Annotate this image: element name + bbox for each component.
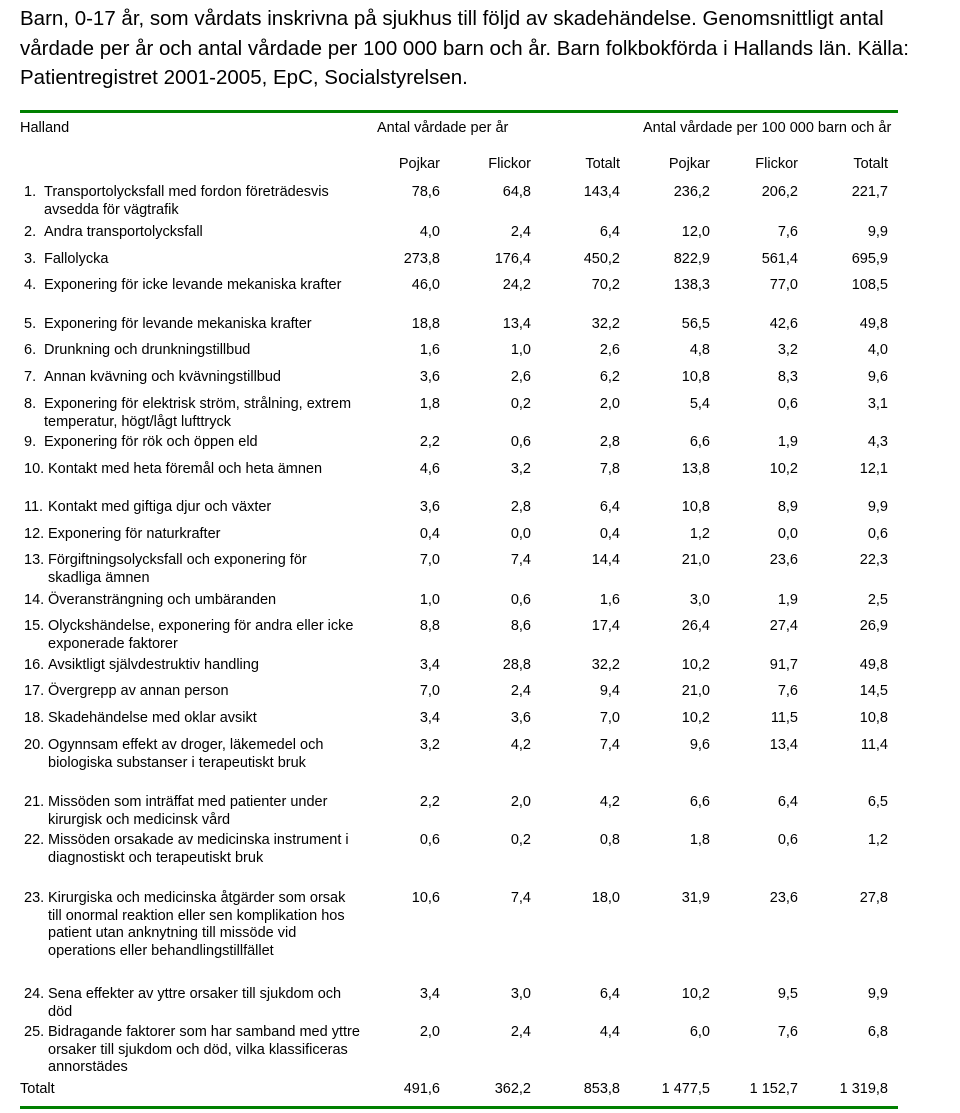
table-cell: 0,6 — [510, 434, 531, 450]
table-cell: 1,0 — [510, 342, 531, 358]
row-number: 9. — [24, 434, 37, 450]
row-label — [24, 552, 362, 587]
table-cell: 17,4 — [591, 618, 620, 634]
table-cell: 70,2 — [591, 277, 620, 293]
row-label — [24, 224, 362, 242]
table-cell: 2,0 — [419, 1024, 440, 1040]
row-label — [24, 396, 362, 431]
table-cell: 236,2 — [673, 184, 710, 200]
table-cell: 9,9 — [867, 499, 888, 515]
table-cell: 3,4 — [419, 986, 440, 1002]
table-cell: 3,1 — [867, 396, 888, 412]
row-label-text: Drunkning och drunkningstillbud — [44, 342, 251, 358]
table-cell: 108,5 — [851, 277, 888, 293]
row-number: 21. — [24, 794, 45, 810]
row-number: 3. — [24, 251, 37, 267]
table-cell: 32,2 — [591, 657, 620, 673]
table-cell: 4,8 — [689, 342, 710, 358]
table-cell: 13,4 — [769, 737, 798, 753]
table-cell: 0,6 — [419, 832, 440, 848]
table-cell: 77,0 — [769, 277, 798, 293]
table-cell: 64,8 — [502, 184, 531, 200]
table-cell: 91,7 — [769, 657, 798, 673]
table-cell: 8,3 — [777, 369, 798, 385]
table-cell: 4,3 — [867, 434, 888, 450]
table-cell: 21,0 — [681, 683, 710, 699]
table-cell: 9,9 — [867, 224, 888, 240]
table-cell: 1,8 — [419, 396, 440, 412]
row-label — [24, 737, 362, 772]
table-cell: 12,0 — [681, 224, 710, 240]
table-cell: 24,2 — [502, 277, 531, 293]
row-label — [24, 986, 362, 1021]
table-cell: 7,0 — [419, 683, 440, 699]
row-label — [24, 683, 362, 701]
table-cell: 7,6 — [777, 683, 798, 699]
row-label-text: Kontakt med heta föremål och heta ämnen — [48, 461, 323, 477]
row-number: 8. — [24, 396, 37, 412]
row-label — [24, 316, 362, 334]
table-cell: 7,0 — [599, 710, 620, 726]
row-number: 15. — [24, 618, 45, 634]
total-cell: 1 477,5 — [661, 1081, 710, 1097]
table-cell: 1,2 — [867, 832, 888, 848]
row-label — [24, 342, 362, 360]
table-cell: 1,6 — [419, 342, 440, 358]
row-label-text: Annan kvävning och kvävningstillbud — [44, 369, 281, 385]
row-label-text: Missöden som inträffat med patienter under kirurgisk och medicinsk vård — [48, 794, 328, 828]
row-number: 24. — [24, 986, 45, 1002]
row-number: 6. — [24, 342, 37, 358]
table-cell: 3,2 — [419, 737, 440, 753]
table-cell: 46,0 — [411, 277, 440, 293]
row-label-text: Övergrepp av annan person — [48, 683, 229, 699]
row-number: 25. — [24, 1024, 45, 1040]
row-label — [24, 461, 362, 479]
row-number: 1. — [24, 184, 37, 200]
row-label — [24, 1024, 362, 1077]
table-cell: 9,9 — [867, 986, 888, 1002]
table-cell: 4,2 — [599, 794, 620, 810]
row-label — [24, 832, 362, 867]
row-label-text: Fallolycka — [44, 251, 109, 267]
table-cell: 23,6 — [769, 890, 798, 906]
row-label-text: Överansträngning och umbäranden — [48, 592, 277, 608]
table-cell: 9,4 — [599, 683, 620, 699]
row-number: 18. — [24, 710, 45, 726]
header-region: Halland — [20, 120, 70, 136]
table-cell: 6,4 — [599, 224, 620, 240]
row-number: 2. — [24, 224, 37, 240]
row-number: 13. — [24, 552, 45, 568]
table-cell: 3,2 — [510, 461, 531, 477]
table-cell: 31,9 — [681, 890, 710, 906]
top-rule — [20, 110, 898, 113]
row-label — [24, 592, 362, 610]
total-cell: 362,2 — [494, 1081, 531, 1097]
table-cell: 3,6 — [510, 710, 531, 726]
table-cell: 28,8 — [502, 657, 531, 673]
table-cell: 0,4 — [599, 526, 620, 542]
table-cell: 10,8 — [859, 710, 888, 726]
table-cell: 27,4 — [769, 618, 798, 634]
document-title: Barn, 0-17 år, som vårdats inskrivna på sjukhus till följd av skadehändelse. Genomsnittligt antal vårdade per år och antal vårdade per 100 000 barn och år. Barn folkbokförda i Hallands län. Källa: Patientregistret 2001-2005, EpC, Socialstyrelsen. — [20, 7, 909, 89]
table-cell: 7,6 — [777, 1024, 798, 1040]
table-cell: 0,0 — [777, 526, 798, 542]
row-number: 5. — [24, 316, 37, 332]
table-cell: 49,8 — [859, 316, 888, 332]
table-cell: 2,0 — [510, 794, 531, 810]
table-cell: 21,0 — [681, 552, 710, 568]
row-number: 20. — [24, 737, 45, 753]
table-cell: 9,6 — [867, 369, 888, 385]
table-cell: 0,2 — [510, 832, 531, 848]
table-cell: 5,4 — [689, 396, 710, 412]
row-label — [24, 657, 362, 675]
row-label-text: Bidragande faktorer som har samband med yttre orsaker till sjukdom och död, vilka klassificeras annorstädes — [48, 1024, 360, 1075]
table-cell: 561,4 — [761, 251, 798, 267]
table-cell: 7,4 — [510, 552, 531, 568]
table-cell: 2,4 — [510, 683, 531, 699]
table-cell: 6,0 — [689, 1024, 710, 1040]
table-cell: 0,0 — [510, 526, 531, 542]
table-cell: 10,2 — [681, 710, 710, 726]
table-cell: 695,9 — [851, 251, 888, 267]
table-cell: 7,4 — [510, 890, 531, 906]
row-number: 16. — [24, 657, 45, 673]
table-cell: 10,8 — [681, 369, 710, 385]
table-cell: 7,0 — [419, 552, 440, 568]
row-label-text: Exponering för naturkrafter — [48, 526, 221, 542]
table-cell: 4,4 — [599, 1024, 620, 1040]
table-cell: 10,2 — [681, 657, 710, 673]
table-cell: 11,4 — [860, 737, 888, 753]
table-cell: 2,0 — [599, 396, 620, 412]
total-cell: 1 152,7 — [749, 1081, 798, 1097]
table-cell: 8,6 — [510, 618, 531, 634]
row-label — [24, 434, 362, 452]
row-number: 11. — [24, 499, 44, 515]
row-number: 12. — [24, 526, 45, 542]
table-cell: 6,5 — [867, 794, 888, 810]
table-cell: 11,5 — [770, 710, 798, 726]
table-cell: 6,6 — [689, 434, 710, 450]
table-cell: 13,4 — [502, 316, 531, 332]
table-cell: 3,6 — [419, 499, 440, 515]
table-cell: 7,8 — [599, 461, 620, 477]
row-number: 22. — [24, 832, 45, 848]
table-cell: 138,3 — [673, 277, 710, 293]
table-cell: 7,6 — [777, 224, 798, 240]
table-cell: 7,4 — [599, 737, 620, 753]
table-cell: 450,2 — [583, 251, 620, 267]
row-label-text: Andra transportolycksfall — [44, 224, 203, 240]
row-label — [24, 251, 362, 269]
row-label — [24, 526, 362, 544]
table-cell: 4,6 — [419, 461, 440, 477]
table-cell: 10,2 — [681, 986, 710, 1002]
table-cell: 18,8 — [411, 316, 440, 332]
header-group-per-100000: Antal vårdade per 100 000 barn och år — [643, 120, 892, 136]
table-cell: 42,6 — [769, 316, 798, 332]
table-cell: 56,5 — [681, 316, 710, 332]
table-cell: 22,3 — [859, 552, 888, 568]
total-cell: 853,8 — [583, 1081, 620, 1097]
row-label-text: Missöden orsakade av medicinska instrument i diagnostiskt och terapeutiskt bruk — [48, 832, 349, 866]
table-cell: 10,6 — [411, 890, 440, 906]
row-label — [24, 499, 362, 517]
table-cell: 273,8 — [403, 251, 440, 267]
table-cell: 26,9 — [859, 618, 888, 634]
table-cell: 6,4 — [599, 499, 620, 515]
col-header-pojkar-per-100000: Pojkar — [668, 156, 710, 172]
header-group-per-year: Antal vårdade per år — [377, 120, 509, 136]
row-label-text: Kirurgiska och medicinska åtgärder som orsak till onormal reaktion eller sen komplikation hos patient utan anknytning till missöde vid operations eller behandlingstillfället — [48, 890, 346, 959]
table-cell: 6,2 — [599, 369, 620, 385]
table-cell: 1,8 — [689, 832, 710, 848]
table-cell: 0,8 — [599, 832, 620, 848]
table-cell: 26,4 — [681, 618, 710, 634]
row-label-text: Exponering för rök och öppen eld — [44, 434, 258, 450]
table-cell: 1,2 — [689, 526, 710, 542]
table-cell: 4,0 — [419, 224, 440, 240]
table-cell: 2,6 — [510, 369, 531, 385]
row-label-text: Olyckshändelse, exponering för andra eller icke exponerade faktorer — [48, 618, 354, 652]
table-cell: 8,9 — [777, 499, 798, 515]
row-label — [24, 369, 362, 387]
col-header-flickor: Flickor — [488, 156, 531, 172]
table-cell: 3,0 — [510, 986, 531, 1002]
table-cell: 10,2 — [769, 461, 798, 477]
table-cell: 6,8 — [867, 1024, 888, 1040]
row-label — [24, 618, 362, 653]
table-cell: 14,5 — [859, 683, 888, 699]
table-cell: 9,5 — [777, 986, 798, 1002]
table-cell: 78,6 — [411, 184, 440, 200]
row-label — [24, 710, 362, 728]
row-label-text: Exponering för icke levande mekaniska krafter — [44, 277, 342, 293]
row-label-text: Exponering för elektrisk ström, strålning, extrem temperatur, högt/lågt lufttryck — [44, 396, 352, 430]
table-cell: 10,8 — [681, 499, 710, 515]
table-cell: 822,9 — [673, 251, 710, 267]
table-cell: 4,2 — [510, 737, 531, 753]
table-cell: 3,4 — [419, 710, 440, 726]
table-cell: 2,2 — [419, 794, 440, 810]
total-cell: 1 319,8 — [839, 1081, 888, 1097]
table-cell: 0,2 — [510, 396, 531, 412]
table-cell: 14,4 — [591, 552, 620, 568]
table-cell: 2,5 — [867, 592, 888, 608]
row-label-text: Sena effekter av yttre orsaker till sjukdom och död — [48, 986, 342, 1020]
table-cell: 2,4 — [510, 224, 531, 240]
table-cell: 1,9 — [777, 592, 798, 608]
row-number: 23. — [24, 890, 45, 906]
table-cell: 0,6 — [777, 396, 798, 412]
row-number: 17. — [24, 683, 45, 699]
table-cell: 2,6 — [599, 342, 620, 358]
table-cell: 0,4 — [419, 526, 440, 542]
table-cell: 0,6 — [777, 832, 798, 848]
table-cell: 12,1 — [859, 461, 888, 477]
table-cell: 23,6 — [769, 552, 798, 568]
table-cell: 6,6 — [689, 794, 710, 810]
table-cell: 1,6 — [599, 592, 620, 608]
table-cell: 206,2 — [761, 184, 798, 200]
row-number: 10. — [24, 461, 45, 477]
row-label-text: Skadehändelse med oklar avsikt — [48, 710, 257, 726]
row-label — [24, 184, 362, 219]
table-cell: 3,2 — [777, 342, 798, 358]
table-cell: 2,4 — [510, 1024, 531, 1040]
total-cell: 491,6 — [403, 1081, 440, 1097]
total-label: Totalt — [20, 1081, 55, 1097]
table-cell: 6,4 — [777, 794, 798, 810]
table-cell: 2,2 — [419, 434, 440, 450]
table-cell: 3,0 — [689, 592, 710, 608]
table-cell: 2,8 — [510, 499, 531, 515]
table-cell: 1,9 — [777, 434, 798, 450]
row-number: 7. — [24, 369, 37, 385]
row-number: 4. — [24, 277, 37, 293]
col-header-totalt-per-100000: Totalt — [853, 156, 888, 172]
row-label — [24, 277, 362, 295]
table-cell: 176,4 — [494, 251, 531, 267]
row-label — [24, 890, 362, 960]
col-header-totalt: Totalt — [585, 156, 620, 172]
table-cell: 143,4 — [583, 184, 620, 200]
table-cell: 32,2 — [591, 316, 620, 332]
row-label-text: Ogynnsam effekt av droger, läkemedel och biologiska substanser i terapeutiskt bruk — [48, 737, 324, 771]
table-cell: 27,8 — [859, 890, 888, 906]
table-cell: 49,8 — [859, 657, 888, 673]
table-cell: 221,7 — [851, 184, 888, 200]
table-cell: 4,0 — [867, 342, 888, 358]
row-label-text: Exponering för levande mekaniska krafter — [44, 316, 312, 332]
table-cell: 13,8 — [681, 461, 710, 477]
table-cell: 1,0 — [419, 592, 440, 608]
row-label-text: Transportolycksfall med fordon företrädesvis avsedda för vägtrafik — [44, 184, 329, 218]
table-cell: 18,0 — [591, 890, 620, 906]
col-header-flickor-per-100000: Flickor — [755, 156, 798, 172]
bottom-rule — [20, 1106, 898, 1109]
table-cell: 0,6 — [867, 526, 888, 542]
table-cell: 2,8 — [599, 434, 620, 450]
row-number: 14. — [24, 592, 45, 608]
col-header-pojkar: Pojkar — [398, 156, 440, 172]
table-cell: 9,6 — [689, 737, 710, 753]
table-cell: 6,4 — [599, 986, 620, 1002]
row-label — [24, 794, 362, 829]
table-cell: 3,6 — [419, 369, 440, 385]
row-label-text: Kontakt med giftiga djur och växter — [48, 499, 272, 515]
row-label-text: Förgiftningsolycksfall och exponering för skadliga ämnen — [48, 552, 307, 586]
table-cell: 0,6 — [510, 592, 531, 608]
table-cell: 3,4 — [419, 657, 440, 673]
row-label-text: Avsiktligt självdestruktiv handling — [48, 657, 259, 673]
table-cell: 8,8 — [419, 618, 440, 634]
